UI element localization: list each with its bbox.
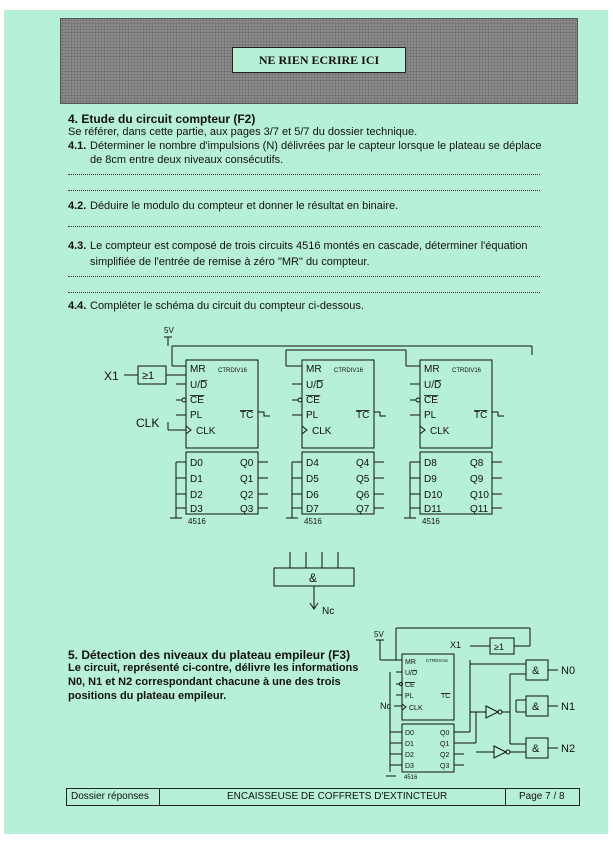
chip2-mr-pin: MR	[306, 364, 322, 375]
det-and-gate-1: &	[532, 665, 540, 677]
det-chip-ref: 4516	[404, 775, 418, 781]
q41-number: 4.1.	[68, 140, 87, 152]
footer-center: ENCAISSEUSE DE COFFRETS D'EXTINCTEUR	[227, 791, 448, 802]
det-nc-input-label: Nc	[380, 701, 391, 711]
chip2-q7: Q7	[356, 504, 370, 515]
q41-text-line1: Déterminer le nombre d'impulsions (N) délivrées par le capteur lorsque le plateau se déplace	[90, 140, 542, 152]
chip1-q1: Q1	[240, 474, 254, 485]
chip3-q9: Q9	[470, 474, 484, 485]
chip3-d8: D8	[424, 458, 437, 469]
output-n2-label: N2	[561, 743, 576, 755]
chip1-d1: D1	[190, 474, 203, 485]
det-supply-label: 5V	[374, 630, 384, 639]
chip2-ce-pin: CE	[306, 395, 320, 406]
q43-number: 4.3.	[68, 240, 87, 252]
det-d3: D3	[405, 763, 414, 770]
det-x1-label: X1	[450, 640, 462, 650]
chip3-pl-pin: PL	[424, 410, 437, 421]
output-n0-label: N0	[561, 665, 576, 677]
det-q0: Q0	[440, 730, 450, 737]
page-footer	[66, 788, 580, 806]
chip3-q8: Q8	[470, 458, 484, 469]
chip1-ud-pin: U/D	[190, 380, 208, 391]
x1-input-label: X1	[104, 369, 119, 383]
det-q1: Q1	[440, 741, 450, 748]
chip3-clk-pin: CLK	[430, 426, 450, 437]
chip1-q2: Q2	[240, 490, 254, 501]
chip2-clk-pin: CLK	[312, 426, 332, 437]
chip1-type: CTRDIV16	[218, 368, 248, 374]
section4-title: 4. Etude du circuit compteur (F2)	[68, 112, 256, 126]
det-clk-pin: CLK	[409, 705, 423, 712]
section5-line1: Le circuit, représenté ci-contre, délivre les informations	[68, 662, 359, 674]
and-gate-label: &	[309, 571, 318, 585]
section4-intro: Se référer, dans cette partie, aux pages 3/7 et 5/7 du dossier technique.	[68, 126, 418, 138]
det-ud-pin: U/D	[405, 670, 418, 677]
output-n1-label: N1	[561, 701, 576, 713]
q42-text: Déduire le modulo du compteur et donner le résultat en binaire.	[90, 200, 399, 212]
chip3-d9: D9	[424, 474, 437, 485]
chip2-ud-pin: U/D	[306, 380, 324, 391]
det-chip-type: CTRDIV16	[426, 658, 448, 663]
footer-divider-1	[159, 789, 161, 805]
q44-number: 4.4.	[68, 300, 87, 312]
det-and-gate-2: &	[532, 701, 540, 713]
det-or-gate-label: ≥1	[494, 642, 504, 652]
chip2-d6: D6	[306, 490, 319, 501]
det-ce-pin: CE	[405, 682, 415, 689]
det-mr-pin: MR	[405, 659, 416, 666]
detection-schematic	[376, 628, 558, 776]
chip2-pl-pin: PL	[306, 410, 319, 421]
chip3-ref: 4516	[422, 517, 440, 526]
chip2-ref: 4516	[304, 517, 322, 526]
chip2-type: CTRDIV16	[334, 368, 364, 374]
det-tc-pin: TC	[441, 693, 451, 700]
chip3-tc-pin: TC	[474, 410, 488, 421]
det-d2: D2	[405, 752, 414, 759]
clk-input-label: CLK	[136, 416, 160, 430]
banner-label: NE RIEN ECRIRE ICI	[232, 47, 406, 73]
chip3-ce-pin: CE	[424, 395, 438, 406]
chip3-mr-pin: MR	[424, 364, 440, 375]
chip1-d0: D0	[190, 458, 203, 469]
det-d0: D0	[405, 730, 414, 737]
q41-text-line2: de 8cm entre deux niveaux consécutifs.	[90, 154, 284, 166]
chip3-d11: D11	[424, 504, 442, 515]
chip3-d10: D10	[424, 490, 443, 501]
det-d1: D1	[405, 741, 414, 748]
chip3-ud-pin: U/D	[424, 380, 442, 391]
det-and-gate-3: &	[532, 743, 540, 755]
nc-output-label: Nc	[322, 606, 335, 617]
chip3-q10: Q10	[470, 490, 489, 501]
chip1-tc-pin: TC	[240, 410, 254, 421]
chip2-d5: D5	[306, 474, 319, 485]
chip1-mr-pin: MR	[190, 364, 206, 375]
chip1-ref: 4516	[188, 517, 206, 526]
chip1-q0: Q0	[240, 458, 254, 469]
chip2-q4: Q4	[356, 458, 370, 469]
det-q3: Q3	[440, 763, 450, 770]
chip2-q6: Q6	[356, 490, 370, 501]
q44-text: Compléter le schéma du circuit du compteur ci-dessous.	[90, 300, 364, 312]
or-gate-label: ≥1	[142, 370, 155, 382]
footer-divider-2	[505, 789, 507, 805]
chip1-pl-pin: PL	[190, 410, 203, 421]
chip1-clk-pin: CLK	[196, 426, 216, 437]
footer-left: Dossier réponses	[71, 791, 149, 802]
det-q2: Q2	[440, 752, 450, 759]
chip2-q5: Q5	[356, 474, 370, 485]
section5-title: 5. Détection des niveaux du plateau empileur (F3)	[68, 648, 351, 662]
chip3-q11: Q11	[470, 504, 489, 515]
q43-text-line1: Le compteur est composé de trois circuits 4516 montés en cascade, déterminer l'équation	[90, 240, 528, 252]
chip1-d3: D3	[190, 504, 203, 515]
supply-5v-label: 5V	[164, 326, 174, 335]
q42-number: 4.2.	[68, 200, 87, 212]
det-pl-pin: PL	[405, 693, 414, 700]
chip1-ce-pin: CE	[190, 395, 204, 406]
chip2-d7: D7	[306, 504, 319, 515]
chip1-q3: Q3	[240, 504, 254, 515]
section5-line3: positions du plateau empileur.	[68, 690, 227, 702]
chip2-tc-pin: TC	[356, 410, 370, 421]
q43-text-line2: simplifiée de l'entrée de remise à zéro "MR" du compteur.	[90, 256, 370, 268]
chip3-type: CTRDIV16	[452, 368, 482, 374]
section5-line2: N0, N1 et N2 correspondant chacune à une des trois	[68, 676, 341, 688]
chip2-d4: D4	[306, 458, 319, 469]
chip1-d2: D2	[190, 490, 203, 501]
footer-page: Page 7 / 8	[519, 791, 565, 802]
